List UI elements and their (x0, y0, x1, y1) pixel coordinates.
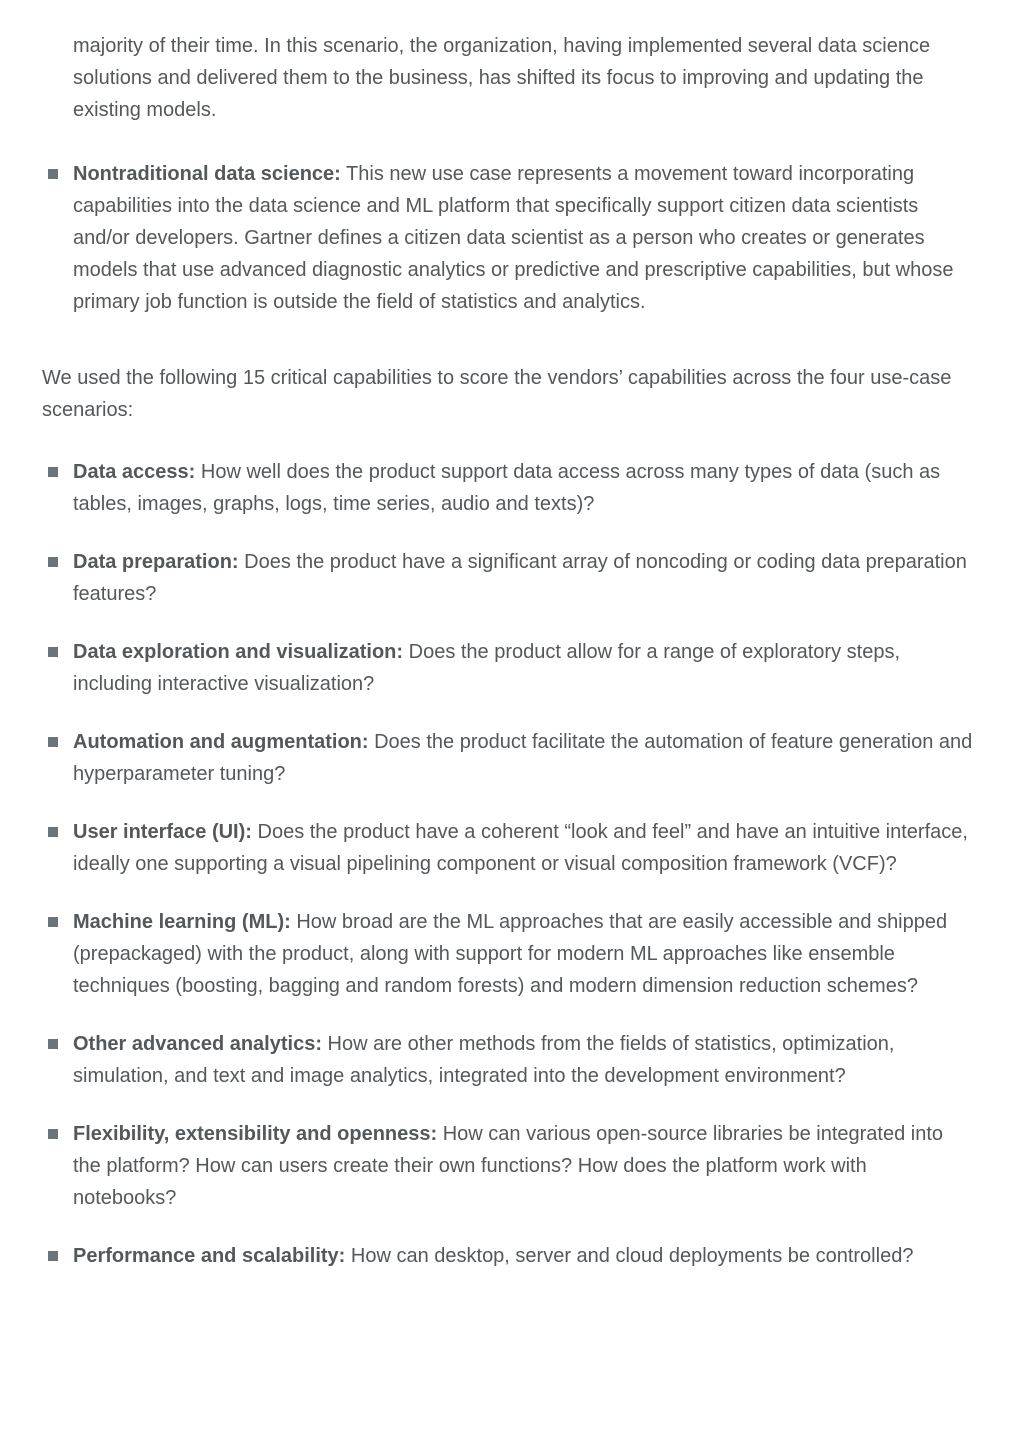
bullet-square-icon (48, 1039, 58, 1049)
bullet-square-icon (48, 557, 58, 567)
bullet-label: Flexibility, extensibility and openness: (73, 1123, 438, 1145)
bullet-label: User interface (UI): (73, 821, 252, 843)
use-case-list (42, 158, 975, 318)
bullet-label: Automation and augmentation: (73, 731, 369, 753)
list-item (42, 456, 975, 520)
bullet-text: How can various open-source libraries be integrated into the platform? How can users create their own functions? How does the platform work with notebooks? (73, 1123, 944, 1209)
bullet-square-icon (48, 467, 58, 477)
bullet-square-icon (48, 169, 58, 179)
list-item (42, 726, 975, 790)
list-item (42, 158, 975, 318)
bullet-label: Performance and scalability: (73, 1245, 346, 1267)
paragraph-continuation: majority of their time. In this scenario, the organization, having implemented several data science solutions and delivered them to the business, has shifted its focus to improving and updating the existing models. (73, 35, 931, 121)
list-item (42, 1028, 975, 1092)
capabilities-intro: We used the following 15 critical capabilities to score the vendors’ capabilities across the four use-case scenarios: (42, 367, 952, 421)
bullet-text: How can desktop, server and cloud deployments be controlled? (350, 1245, 914, 1267)
bullet-square-icon (48, 1129, 58, 1139)
bullet-text: Does the product have a significant array of noncoding or coding data preparation features? (73, 551, 967, 605)
bullet-text: Does the product facilitate the automation of feature generation and hyperparameter tuning? (73, 731, 973, 785)
bullet-square-icon (48, 1251, 58, 1261)
bullet-text: Does the product have a coherent “look and feel” and have an intuitive interface, ideally one supporting a visual pipelining component or visual composition framework (VCF)? (73, 821, 968, 875)
bullet-text: How are other methods from the fields of statistics, optimization, simulation, and text and image analytics, integrated into the development environment? (73, 1033, 895, 1087)
bullet-text: How well does the product support data access across many types of data (such as tables, images, graphs, logs, time series, audio and texts)? (73, 461, 941, 515)
list-item (42, 1240, 975, 1272)
list-item (42, 816, 975, 880)
bullet-text: Does the product allow for a range of exploratory steps, including interactive visualization? (73, 641, 901, 695)
capabilities-list (42, 456, 975, 1272)
list-item (42, 906, 975, 1002)
bullet-square-icon (48, 737, 58, 747)
bullet-label: Data preparation: (73, 551, 239, 573)
bullet-label: Data exploration and visualization: (73, 641, 404, 663)
bullet-square-icon (48, 647, 58, 657)
bullet-label: Machine learning (ML): (73, 911, 291, 933)
list-item (42, 546, 975, 610)
list-item (42, 1118, 975, 1214)
bullet-text: How broad are the ML approaches that are easily accessible and shipped (prepackaged) with the product, along with support for modern ML approaches like ensemble techniques (boosting, bagging and random forests) and modern dimension reduction schemes? (73, 911, 948, 997)
bullet-label: Nontraditional data science: (73, 163, 341, 185)
bullet-label: Other advanced analytics: (73, 1033, 322, 1055)
bullet-label: Data access: (73, 461, 196, 483)
list-item (42, 636, 975, 700)
bullet-square-icon (48, 917, 58, 927)
bullet-square-icon (48, 827, 58, 837)
bullet-text: This new use case represents a movement toward incorporating capabilities into the data science and ML platform that specifically support citizen data scientists and/or developers. Gartner defines a citizen data scientist as a person who creates or generates models that use advanced diagnostic analytics or predictive and prescriptive capabilities, but whose primary job function is outside the field of statistics and analytics. (73, 163, 954, 313)
